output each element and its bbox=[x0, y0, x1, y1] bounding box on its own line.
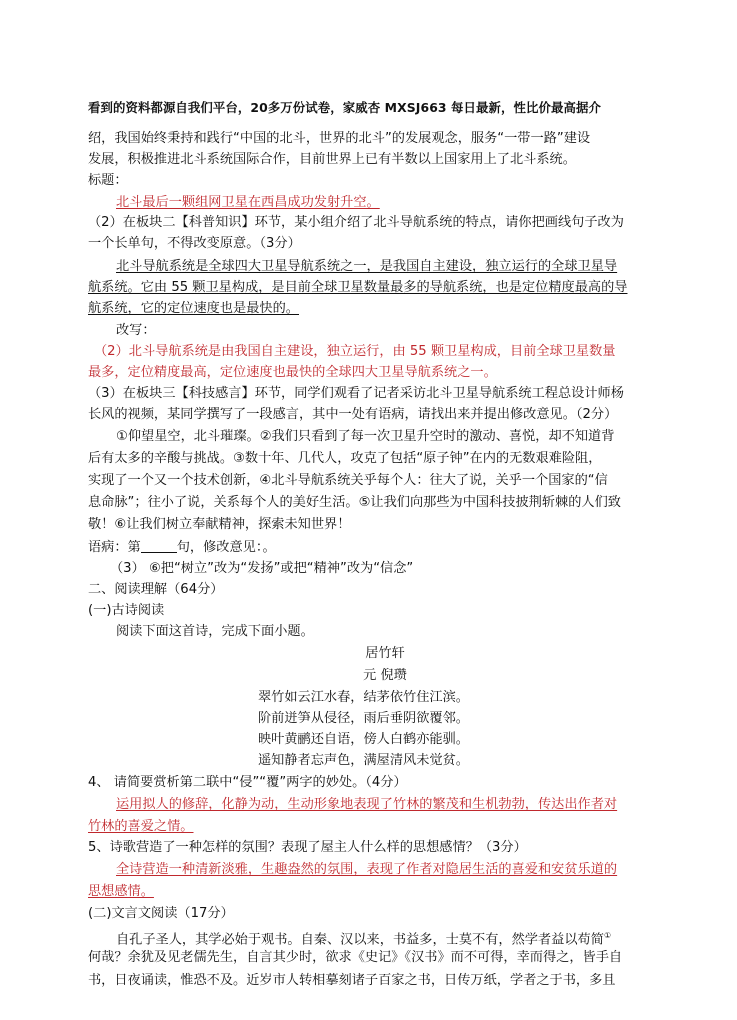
poem-line-2: 阶前迸笋从侵径，雨后垂阴欲覆邻。 bbox=[258, 711, 469, 726]
rewrite-label: 改写： bbox=[116, 323, 156, 338]
q4-answer-line-1: 运用拟人的修辞，化静为动，生动形象地表现了竹林的繁茂和生机勃勃，传达出作者对 bbox=[116, 797, 618, 812]
poem-line-3: 映叶黄鹂还自语，傍人白鹤亦能驯。 bbox=[258, 732, 469, 747]
q3-passage-line-2: 后有太多的辛酸与挑战。③数十年、几代人，攻克了包括“原子钟”在内的无数艰难险阻， bbox=[88, 451, 602, 466]
poem-line-4: 遥知静者忘声色，满屋清风未觉贫。 bbox=[258, 753, 469, 768]
q3-fill-suffix: 句，修改意见：。 bbox=[176, 540, 276, 555]
prose-line-1-text: 自孔子圣人，其学必始于观书。自秦、汉以来，书益多，士莫不有，然学者益以苟简 bbox=[116, 932, 604, 948]
prose-line-3: 书，日夜诵读，惟恐不及。近岁市人转相摹刻诸子百家之书，日传万纸，学者之于书，多且 bbox=[88, 973, 616, 988]
prose-line-1 bbox=[116, 926, 686, 949]
q2-answer-line-1: （2）北斗导航系统是由我国自主建设，独立运行，由 55 颗卫星构成，目前全球卫星数量 bbox=[94, 344, 616, 359]
poem-section-heading: (一)古诗阅读 bbox=[88, 603, 165, 618]
q2-question-line-1: （2）在板块二【科普知识】环节，某小组介绍了北斗导航系统的特点，请你把画线句子改为 bbox=[88, 215, 624, 230]
prose-line-2: 何哉？余犹及见老儒先生，自言其少时，欲求《史记》《汉书》而不可得，幸而得之，皆手自 bbox=[88, 950, 623, 965]
poem-line-1: 翠竹如云江水春，结茅依竹住江滨。 bbox=[258, 690, 469, 705]
q3-question-line-2: 长风的视频，某同学撰写了一段感言，其中一处有语病，请找出来并提出修改意见。（2分） bbox=[88, 407, 618, 422]
q3-answer-blank[interactable] bbox=[141, 538, 177, 553]
q3-fill-prefix: 语病：第 bbox=[88, 540, 141, 555]
title-label: 标题： bbox=[88, 173, 128, 188]
q3-passage-line-3: 实现了一个又一个技术创新，④北斗导航系统关乎每个人：往大了说，关乎一个国家的“信 bbox=[88, 473, 608, 488]
poem-instruction: 阅读下面这首诗，完成下面小题。 bbox=[116, 624, 314, 639]
q2-passage-line-1: 北斗导航系统是全球四大卫星导航系统之一，是我国自主建设，独立运行的全球卫星导 bbox=[116, 259, 618, 274]
q5-answer-line-2: 思想感情。 bbox=[88, 884, 154, 899]
poem-title: 居竹轩 bbox=[365, 646, 405, 661]
intro-line-2: 发展，积极推进北斗系统国际合作，目前世界上已有半数以上国家用上了北斗系统。 bbox=[88, 152, 576, 167]
q3-answer: （3） ⑥把“树立”改为“发扬”或把“精神”改为“信念” bbox=[110, 561, 414, 576]
q4-answer-line-2: 竹林的喜爱之情。 bbox=[88, 819, 194, 834]
q2-passage-line-2: 航系统。它由 55 颗卫星构成，是目前全球卫星数量最多的导航系统，也是定位精度最高的导 bbox=[88, 280, 628, 295]
q2-passage-line-3: 航系统，它的定位速度也是最快的。 bbox=[88, 301, 299, 316]
q5-question: 5、诗歌营造了一种怎样的氛围？表现了屋主人什么样的思想感情？（3分） bbox=[88, 840, 527, 855]
q4-question: 4、 请简要赏析第二联中“侵”“覆”两字的妙处。（4分） bbox=[88, 775, 407, 790]
title-answer: 北斗最后一颗组网卫星在西昌成功发射升空。 bbox=[116, 195, 380, 210]
prose-section-heading: (二)文言文阅读（17分） bbox=[88, 906, 234, 921]
section-2-heading: 二、阅读理解（64分） bbox=[88, 582, 224, 597]
footnote-marker: ① bbox=[603, 931, 612, 940]
q5-answer-line-1: 全诗营造一种清新淡雅，生趣盎然的氛围，表现了作者对隐居生活的喜爱和安贫乐道的 bbox=[116, 862, 618, 877]
q3-question-line-1: （3）在板块三【科技感言】环节，同学们观看了记者采访北斗卫星导航系统工程总设计师杨 bbox=[88, 386, 624, 401]
q3-passage-line-1: ①仰望星空，北斗璀璨。②我们只看到了每一次卫星升空时的激动、喜悦，却不知道背 bbox=[116, 429, 615, 444]
q2-question-line-2: 一个长单句，不得改变原意。（3分） bbox=[88, 236, 301, 251]
intro-line-1: 绍，我国始终秉持和践行“中国的北斗，世界的北斗”的发展观念，服务“一带一路”建设 bbox=[88, 131, 591, 146]
header-banner: 看到的资料都源自我们平台，20多万份试卷，家威杏 MXSJ663 每日最新，性比价最高据介 bbox=[88, 100, 601, 115]
poem-author: 元 倪瓒 bbox=[363, 668, 407, 683]
q3-passage-line-5: 敬！⑥让我们树立奉献精神，探索未知世界！ bbox=[88, 517, 351, 532]
q3-passage-line-4: 息命脉”；往小了说，关系每个人的美好生活。⑤让我们向那些为中国科技披荆斩棘的人们致 bbox=[88, 495, 621, 510]
q3-fill-line bbox=[88, 538, 658, 557]
q2-answer-line-2: 最多，定位精度最高，定位速度也最快的全球四大卫星导航系统之一。 bbox=[88, 365, 497, 380]
